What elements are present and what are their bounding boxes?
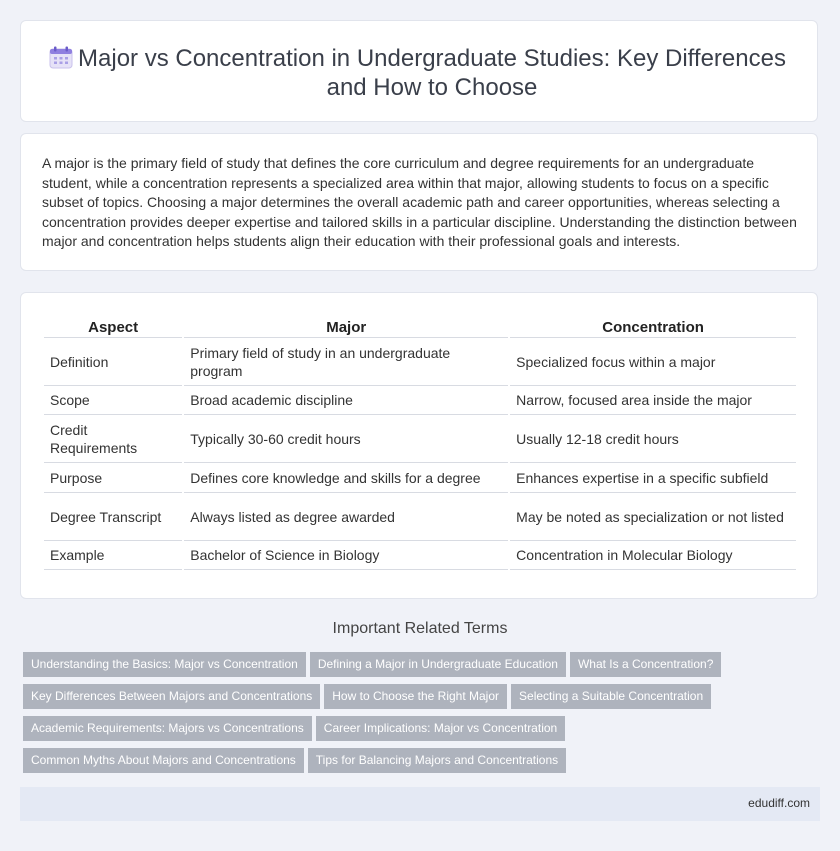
related-term-link[interactable]: How to Choose the Right Major	[324, 684, 507, 709]
cell-major: Defines core knowledge and skills for a degree	[184, 463, 508, 493]
cell-aspect: Credit Requirements	[44, 415, 182, 463]
related-term-link[interactable]: Defining a Major in Undergraduate Education	[310, 652, 566, 677]
header-card	[20, 20, 818, 122]
page-title-line1: Major vs Concentration in Undergraduate Studies: Key Differences	[78, 45, 786, 72]
cell-major: Bachelor of Science in Biology	[184, 541, 508, 570]
related-terms-title: Important Related Terms	[332, 620, 508, 637]
cell-major: Broad academic discipline	[184, 386, 508, 415]
page-title	[61, 44, 803, 102]
table-header-row	[44, 315, 796, 338]
related-term-link[interactable]: Key Differences Between Majors and Concentrations	[23, 684, 320, 709]
cell-major: Typically 30-60 credit hours	[184, 415, 508, 463]
tag-row	[23, 652, 725, 677]
related-term-link[interactable]: Academic Requirements: Majors vs Concentrations	[23, 716, 312, 741]
related-term-link[interactable]: Career Implications: Major vs Concentration	[316, 716, 565, 741]
comparison-card	[20, 292, 818, 599]
related-term-link[interactable]: Tips for Balancing Majors and Concentrations	[308, 748, 566, 773]
cell-major: Primary field of study in an undergraduate program	[184, 338, 508, 386]
page-title-line2: and How to Choose	[326, 74, 538, 101]
table-row	[44, 493, 796, 541]
table-row	[44, 541, 796, 570]
tag-row	[23, 748, 570, 773]
footer-site: edudiff.com	[748, 796, 810, 810]
related-term-link[interactable]: Common Myths About Majors and Concentrations	[23, 748, 304, 773]
cell-concentration: Concentration in Molecular Biology	[510, 541, 796, 570]
table-row	[44, 463, 796, 493]
table-row	[44, 415, 796, 463]
cell-concentration: Usually 12-18 credit hours	[510, 415, 796, 463]
header-major: Major	[184, 315, 508, 338]
footer	[20, 787, 820, 821]
cell-concentration: Narrow, focused area inside the major	[510, 386, 796, 415]
cell-concentration: May be noted as specialization or not listed	[510, 493, 796, 541]
cell-major: Always listed as degree awarded	[184, 493, 508, 541]
header-aspect: Aspect	[44, 315, 182, 338]
cell-aspect: Definition	[44, 338, 182, 386]
tag-row	[23, 716, 569, 741]
intro-paragraph: A major is the primary field of study that defines the core curriculum and degree requirements for an undergraduate student, while a concentration represents a specialized area within that major, allowing students to focus on a specific subset of topics. Choosing a major determines the overall academic path and career opportunities, whereas selecting a concentration provides deeper expertise and tailored skills in a particular discipline. Understanding the distinction between major and concentration helps students align their education with their professional goals and interests.	[42, 155, 797, 250]
intro-card	[20, 133, 818, 271]
header-concentration: Concentration	[510, 315, 796, 338]
table-row	[44, 338, 796, 386]
cell-aspect: Degree Transcript	[44, 493, 182, 541]
related-term-link[interactable]: Understanding the Basics: Major vs Concentration	[23, 652, 306, 677]
cell-aspect: Scope	[44, 386, 182, 415]
tag-row	[23, 684, 715, 709]
cell-concentration: Specialized focus within a major	[510, 338, 796, 386]
comparison-table	[42, 315, 798, 570]
related-term-link[interactable]: Selecting a Suitable Concentration	[511, 684, 711, 709]
cell-aspect: Purpose	[44, 463, 182, 493]
related-term-link[interactable]: What Is a Concentration?	[570, 652, 721, 677]
cell-aspect: Example	[44, 541, 182, 570]
table-row	[44, 386, 796, 415]
cell-concentration: Enhances expertise in a specific subfield	[510, 463, 796, 493]
